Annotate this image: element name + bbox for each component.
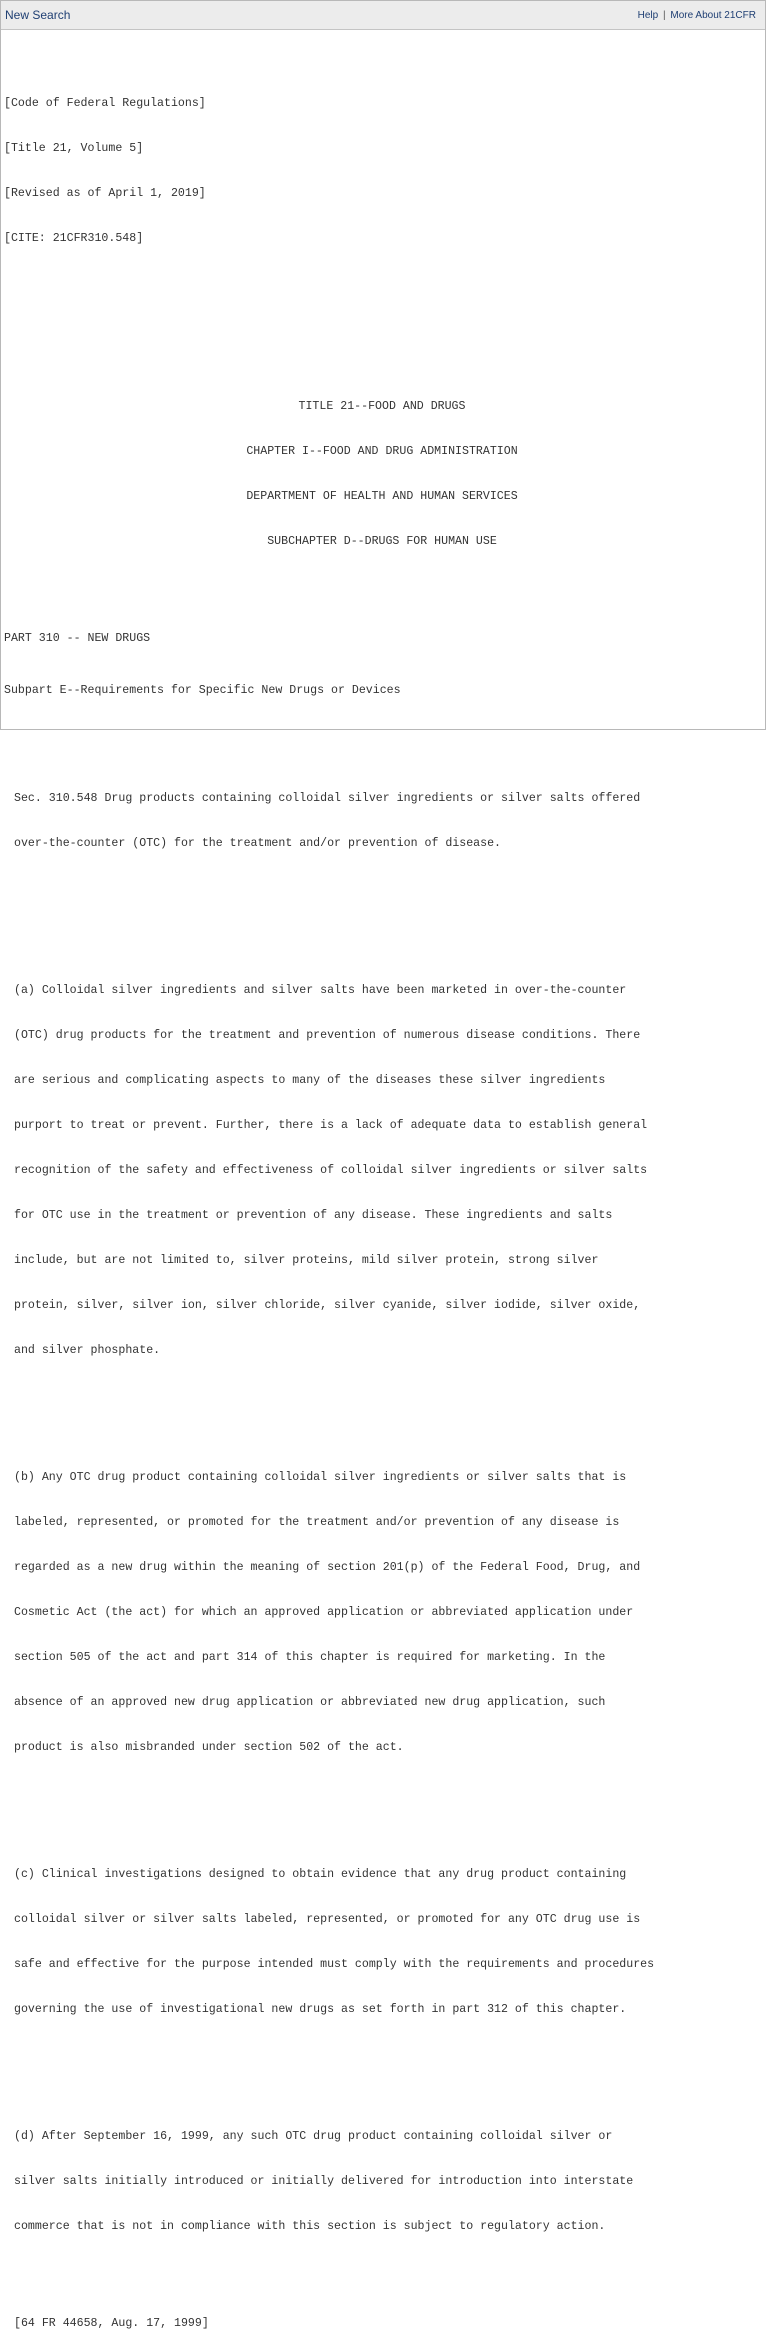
citation: [64 FR 44658, Aug. 17, 1999] <box>14 2317 209 2330</box>
paragraph-line: labeled, represented, or promoted for the treatment and/or prevention of any disease is <box>14 1516 620 1529</box>
section-heading <box>4 761 760 881</box>
more-about-link[interactable]: More About 21CFR <box>670 9 756 21</box>
paragraph-line: (OTC) drug products for the treatment and prevention of numerous disease conditions. There <box>14 1029 641 1042</box>
paragraph-a <box>4 953 760 1388</box>
paragraph-line: include, but are not limited to, silver proteins, mild silver protein, strong silver <box>14 1254 599 1267</box>
paragraph-b <box>4 1440 760 1785</box>
new-search-link[interactable]: New Search <box>5 8 71 22</box>
paragraph-line: (d) After September 16, 1999, any such OTC drug product containing colloidal silver or <box>14 2130 613 2143</box>
help-link[interactable]: Help <box>637 9 659 21</box>
paragraph-line: protein, silver, silver ion, silver chloride, silver cyanide, silver iodide, silver oxide, <box>14 1299 641 1312</box>
title-line: CHAPTER I--FOOD AND DRUG ADMINISTRATION <box>246 445 518 458</box>
paragraph-line: Cosmetic Act (the act) for which an approved application or abbreviated application under <box>14 1606 634 1619</box>
title-line: SUBCHAPTER D--DRUGS FOR HUMAN USE <box>267 535 497 548</box>
paragraph-line: regarded as a new drug within the meaning of section 201(p) of the Federal Food, Drug, and <box>14 1561 641 1574</box>
title-line: DEPARTMENT OF HEALTH AND HUMAN SERVICES <box>246 490 518 503</box>
paragraph-line: for OTC use in the treatment or prevention of any disease. These ingredients and salts <box>14 1209 613 1222</box>
paragraph-line: product is also misbranded under section 502 of the act. <box>14 1741 404 1754</box>
header-block <box>4 66 760 276</box>
paragraph-c <box>4 1837 760 2047</box>
paragraph-line: commerce that is not in compliance with this section is subject to regulatory action. <box>14 2220 606 2233</box>
header-line: [Title 21, Volume 5] <box>4 142 144 155</box>
section-heading-line: Sec. 310.548 Drug products containing colloidal silver ingredients or silver salts offered <box>14 792 641 805</box>
paragraph-line: safe and effective for the purpose intended must comply with the requirements and procedures <box>14 1958 655 1971</box>
link-separator: | <box>663 9 666 21</box>
paragraph-line: and silver phosphate. <box>14 1344 161 1357</box>
paragraph-line: recognition of the safety and effectiveness of colloidal silver ingredients or silver salts <box>14 1164 648 1177</box>
paragraph-line: are serious and complicating aspects to many of the diseases these silver ingredients <box>14 1074 606 1087</box>
section-heading-line: over-the-counter (OTC) for the treatment and/or prevention of disease. <box>14 837 502 850</box>
top-bar <box>1 1 765 30</box>
header-line: [Revised as of April 1, 2019] <box>4 187 206 200</box>
paragraph-d <box>4 2099 760 2264</box>
top-links <box>638 10 756 21</box>
paragraph-line: (c) Clinical investigations designed to obtain evidence that any drug product containing <box>14 1868 627 1881</box>
title-line: TITLE 21--FOOD AND DRUGS <box>298 400 466 413</box>
paragraph-line: (b) Any OTC drug product containing colloidal silver ingredients or silver salts that is <box>14 1471 627 1484</box>
paragraph-line: silver salts initially introduced or initially delivered for introduction into interstate <box>14 2175 634 2188</box>
regulation-text <box>4 35 760 2346</box>
subpart-heading: Subpart E--Requirements for Specific New Drugs or Devices <box>4 684 401 697</box>
paragraph-line: absence of an approved new drug application or abbreviated new drug application, such <box>14 1696 606 1709</box>
paragraph-line: colloidal silver or silver salts labeled, represented, or promoted for any OTC drug use is <box>14 1913 641 1926</box>
paragraph-line: section 505 of the act and part 314 of this chapter is required for marketing. In the <box>14 1651 606 1664</box>
paragraph-line: purport to treat or prevent. Further, there is a lack of adequate data to establish general <box>14 1119 648 1132</box>
paragraph-line: governing the use of investigational new drugs as set forth in part 312 of this chapter. <box>14 2003 627 2016</box>
header-line: [CITE: 21CFR310.548] <box>4 232 144 245</box>
part-heading: PART 310 -- NEW DRUGS <box>4 632 151 645</box>
paragraph-line: (a) Colloidal silver ingredients and silver salts have been marketed in over-the-counter <box>14 984 627 997</box>
header-line: [Code of Federal Regulations] <box>4 97 206 110</box>
title-block <box>4 369 760 579</box>
